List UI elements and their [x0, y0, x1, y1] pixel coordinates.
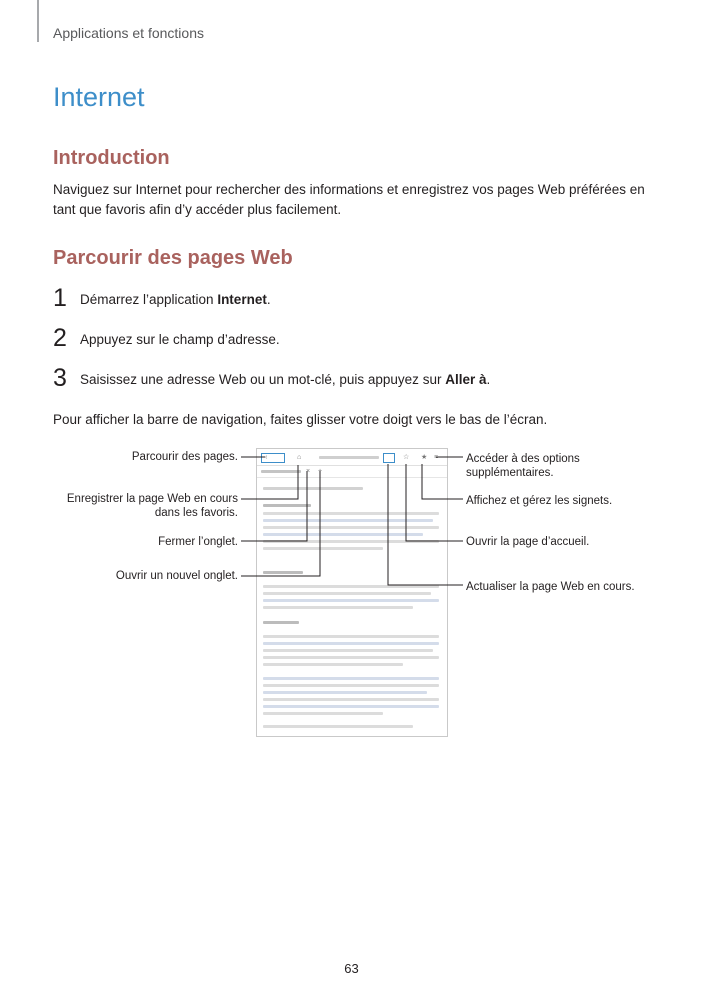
label-browse-pages: Parcourir des pages.: [131, 451, 238, 463]
navigation-tip: Pour afficher la barre de navigation, faites glisser votre doigt vers le bas de l’écran.: [53, 412, 548, 427]
home-icon: ⌂: [297, 454, 302, 461]
label-bookmark: Enregistrer la page Web en cours dans les favoris.: [66, 493, 238, 519]
step-text: Saisissez une adresse Web ou un mot-clé, puis appuyez sur Aller à.: [80, 372, 491, 387]
callout-refresh: [388, 464, 463, 585]
label-more-options: Accéder à des options supplémentaires.: [466, 453, 580, 479]
step-number: 1: [53, 284, 67, 312]
label-home: Ouvrir la page d’accueil.: [466, 536, 590, 548]
label-close-tab: Fermer l’onglet.: [158, 536, 238, 548]
step-number: 2: [53, 324, 67, 352]
breadcrumb: Applications et fonctions: [53, 25, 204, 41]
callout-close-tab: [241, 471, 307, 541]
label-new-tab: Ouvrir un nouvel onglet.: [115, 570, 238, 582]
back-icon: ‹: [265, 454, 268, 461]
bookmarks-list-icon: ★: [421, 454, 428, 461]
step-text: Démarrez l’application Internet.: [80, 292, 271, 307]
callout-bookmarks: [422, 464, 463, 499]
label-refresh: Actualiser la page Web en cours.: [466, 581, 635, 593]
bookmark-icon: ☆: [403, 454, 410, 461]
close-tab-icon: ×: [306, 468, 311, 475]
callout-new-tab: [241, 471, 320, 576]
intro-heading: Introduction: [53, 147, 170, 169]
browse-heading: Parcourir des pages Web: [53, 247, 293, 269]
label-bookmarks: Affichez et gérez les signets.: [466, 495, 613, 507]
callout-bookmark: [241, 465, 298, 499]
more-options-icon: ≡: [434, 454, 439, 461]
intro-paragraph: Naviguez sur Internet pour rechercher des informations et enregistrez vos pages Web préférées en tant que favoris afin d’y accéder plus facilement.: [53, 182, 645, 217]
new-tab-icon: +: [318, 468, 323, 475]
page-number: 63: [344, 961, 359, 976]
page-title: Internet: [53, 82, 145, 112]
callout-home: [406, 464, 463, 541]
step-number: 3: [53, 364, 67, 392]
step-text: Appuyez sur le champ d’adresse.: [80, 332, 280, 347]
